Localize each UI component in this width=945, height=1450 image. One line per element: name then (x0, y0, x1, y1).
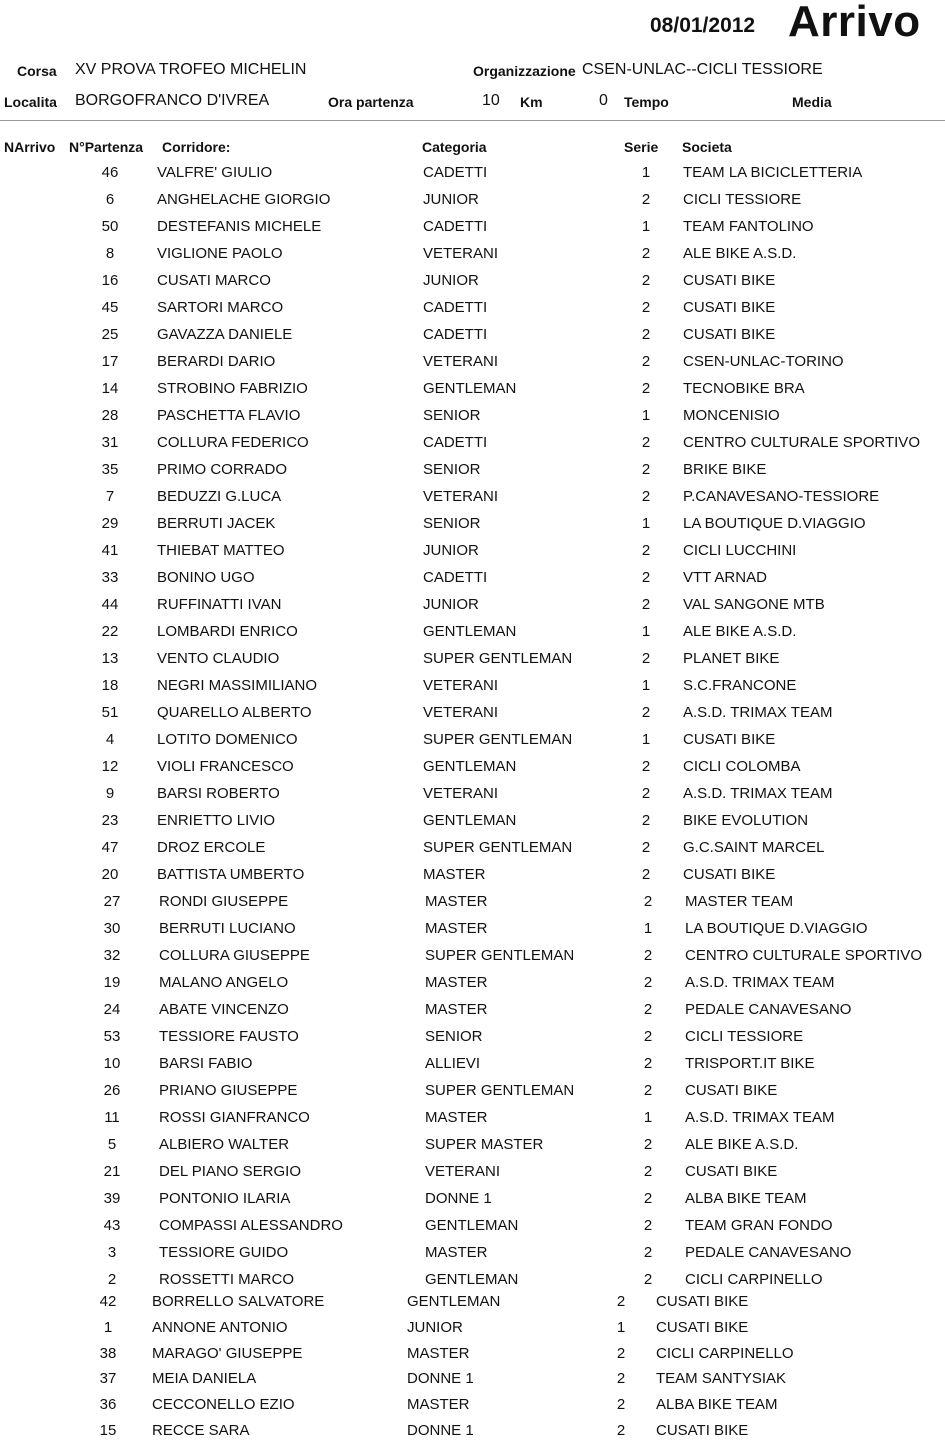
category: MASTER (425, 893, 488, 910)
start-number: 7 (105, 488, 115, 505)
series: 2 (641, 569, 651, 586)
series: 2 (641, 461, 651, 478)
start-number: 31 (101, 434, 119, 451)
team-name: A.S.D. TRIMAX TEAM (685, 974, 835, 991)
team-name: CUSATI BIKE (656, 1422, 749, 1439)
series: 2 (641, 299, 651, 316)
rider-name: VENTO CLAUDIO (157, 650, 280, 667)
team-name: CICLI TESSIORE (683, 191, 802, 208)
rider-name: THIEBAT MATTEO (157, 542, 285, 559)
team-name: CUSATI BIKE (683, 326, 776, 343)
team-name: PEDALE CANAVESANO (685, 1001, 852, 1018)
header-divider (0, 120, 945, 121)
col-narrivo: NArrivo (4, 139, 56, 155)
series: 2 (641, 488, 651, 505)
series: 2 (643, 1082, 653, 1099)
team-name: BRIKE BIKE (683, 461, 767, 478)
start-number: 2 (107, 1271, 117, 1288)
category: JUNIOR (423, 542, 479, 559)
team-name: PLANET BIKE (683, 650, 780, 667)
series: 2 (641, 191, 651, 208)
series: 2 (641, 785, 651, 802)
series: 2 (643, 1244, 653, 1261)
start-number: 14 (101, 380, 119, 397)
team-name: P.CANAVESANO-TESSIORE (683, 488, 880, 505)
tempo-label: Tempo (624, 94, 669, 110)
rider-name: COMPASSI ALESSANDRO (159, 1217, 343, 1234)
team-name: ALE BIKE A.S.D. (683, 245, 797, 262)
start-number: 3 (107, 1244, 117, 1261)
km-value: 10 (482, 92, 500, 109)
category: SENIOR (423, 461, 481, 478)
start-number: 28 (101, 407, 119, 424)
rider-name: ABATE VINCENZO (159, 1001, 289, 1018)
rider-name: TESSIORE GUIDO (159, 1244, 289, 1261)
category: GENTLEMAN (423, 623, 517, 640)
rider-name: MARAGO' GIUSEPPE (152, 1344, 303, 1362)
start-number: 42 (99, 1293, 117, 1310)
start-number: 51 (101, 704, 119, 721)
rider-name: MEIA DANIELA (152, 1370, 257, 1388)
category: JUNIOR (423, 596, 479, 613)
team-name: G.C.SAINT MARCEL (683, 839, 825, 856)
category: ALLIEVI (425, 1055, 481, 1072)
rider-name: RECCE SARA (152, 1422, 250, 1439)
category: JUNIOR (423, 272, 479, 289)
series: 2 (641, 812, 651, 829)
rider-name: BERARDI DARIO (157, 353, 276, 370)
start-number: 29 (101, 515, 119, 532)
rider-name: BERRUTI JACEK (157, 515, 276, 532)
category: MASTER (425, 920, 488, 937)
team-name: CICLI TESSIORE (685, 1028, 804, 1045)
series: 2 (643, 974, 653, 991)
team-name: TEAM GRAN FONDO (685, 1217, 833, 1234)
start-number: 13 (101, 650, 119, 667)
category: VETERANI (423, 353, 499, 370)
team-name: TEAM FANTOLINO (683, 218, 814, 235)
series: 2 (616, 1396, 626, 1414)
series: 2 (643, 893, 653, 910)
category: CADETTI (423, 218, 488, 235)
team-name: CUSATI BIKE (685, 1163, 778, 1180)
series: 2 (643, 1028, 653, 1045)
team-name: CICLI LUCCHINI (683, 542, 797, 559)
rider-name: DROZ ERCOLE (157, 839, 266, 856)
start-number: 43 (103, 1217, 121, 1234)
series: 1 (643, 920, 653, 937)
series: 2 (641, 758, 651, 775)
rider-name: COLLURA FEDERICO (157, 434, 309, 451)
ora-partenza-label: Ora partenza (328, 94, 414, 110)
category: GENTLEMAN (425, 1217, 519, 1234)
rider-name: BORRELLO SALVATORE (152, 1293, 325, 1310)
rider-name: BARSI ROBERTO (157, 785, 280, 802)
start-number: 5 (107, 1136, 117, 1153)
team-name: TECNOBIKE BRA (683, 380, 805, 397)
series: 2 (641, 542, 651, 559)
series: 2 (641, 272, 651, 289)
series: 2 (616, 1344, 626, 1362)
category: VETERANI (423, 488, 499, 505)
team-name: CICLI COLOMBA (683, 758, 801, 775)
col-corridore: Corridore: (162, 139, 231, 155)
team-name: CUSATI BIKE (683, 866, 776, 883)
team-name: ALBA BIKE TEAM (656, 1396, 778, 1414)
organizzazione-label: Organizzazione (473, 63, 576, 79)
category: SUPER MASTER (425, 1136, 544, 1153)
category: SENIOR (423, 407, 481, 424)
start-number: 1 (103, 1318, 113, 1336)
start-number: 11 (104, 1109, 120, 1126)
series: 1 (641, 731, 651, 748)
series: 2 (641, 245, 651, 262)
category: MASTER (407, 1396, 470, 1414)
col-categoria: Categoria (422, 139, 487, 155)
team-name: CUSATI BIKE (685, 1082, 778, 1099)
series: 2 (643, 1163, 653, 1180)
rider-name: RONDI GIUSEPPE (159, 893, 289, 910)
team-name: A.S.D. TRIMAX TEAM (685, 1109, 835, 1126)
series: 2 (641, 650, 651, 667)
rider-name: MALANO ANGELO (159, 974, 289, 991)
start-number: 30 (103, 920, 121, 937)
localita-label: Localita (4, 94, 57, 110)
rider-name: VIOLI FRANCESCO (157, 758, 294, 775)
start-number: 39 (103, 1190, 121, 1207)
series: 2 (643, 947, 653, 964)
series: 2 (641, 434, 651, 451)
team-name: ALBA BIKE TEAM (685, 1190, 807, 1207)
rider-name: CUSATI MARCO (157, 272, 271, 289)
team-name: LA BOUTIQUE D.VIAGGIO (683, 515, 866, 532)
category: VETERANI (423, 704, 499, 721)
team-name: LA BOUTIQUE D.VIAGGIO (685, 920, 868, 937)
start-number: 36 (99, 1396, 117, 1414)
series: 1 (641, 515, 651, 532)
col-societa: Societa (682, 139, 732, 155)
category: MASTER (425, 1001, 488, 1018)
rider-name: PRIMO CORRADO (157, 461, 288, 478)
start-number: 50 (101, 218, 119, 235)
team-name: CUSATI BIKE (683, 272, 776, 289)
team-name: CICLI CARPINELLO (685, 1271, 823, 1288)
rider-name: NEGRI MASSIMILIANO (157, 677, 318, 694)
km-label: Km (520, 94, 543, 110)
rider-name: STROBINO FABRIZIO (157, 380, 308, 397)
category: DONNE 1 (425, 1190, 492, 1207)
rider-name: BEDUZZI G.LUCA (157, 488, 282, 505)
category: VETERANI (425, 1163, 501, 1180)
category: JUNIOR (407, 1318, 463, 1336)
series: 2 (643, 1136, 653, 1153)
start-number: 12 (101, 758, 119, 775)
category: MASTER (425, 1109, 488, 1126)
category: CADETTI (423, 164, 488, 181)
series: 1 (616, 1318, 626, 1336)
rider-name: GAVAZZA DANIELE (157, 326, 293, 343)
category: GENTLEMAN (407, 1293, 501, 1310)
series: 2 (641, 704, 651, 721)
rider-name: BARSI FABIO (159, 1055, 253, 1072)
rider-name: QUARELLO ALBERTO (157, 704, 312, 721)
series: 1 (641, 407, 651, 424)
start-number: 25 (101, 326, 119, 343)
category: GENTLEMAN (425, 1271, 519, 1288)
start-number: 26 (103, 1082, 121, 1099)
series: 1 (641, 218, 651, 235)
series: 1 (643, 1109, 653, 1126)
rider-name: LOMBARDI ENRICO (157, 623, 298, 640)
rider-name: TESSIORE FAUSTO (159, 1028, 299, 1045)
col-serie: Serie (624, 139, 659, 155)
category: SUPER GENTLEMAN (423, 731, 573, 748)
team-name: CUSATI BIKE (683, 731, 776, 748)
category: MASTER (425, 974, 488, 991)
team-name: ALE BIKE A.S.D. (683, 623, 797, 640)
corsa-value: XV PROVA TROFEO MICHELIN (75, 61, 307, 78)
rider-name: SARTORI MARCO (157, 299, 284, 316)
category: SUPER GENTLEMAN (425, 1082, 575, 1099)
start-number: 41 (101, 542, 119, 559)
start-number: 37 (99, 1370, 117, 1388)
team-name: S.C.FRANCONE (683, 677, 797, 694)
start-number: 19 (103, 974, 121, 991)
series: 2 (641, 596, 651, 613)
team-name: CSEN-UNLAC-TORINO (683, 353, 844, 370)
series: 1 (641, 164, 651, 181)
series: 2 (616, 1370, 626, 1388)
series: 2 (641, 353, 651, 370)
start-number: 24 (103, 1001, 121, 1018)
category: VETERANI (423, 677, 499, 694)
rider-name: BONINO UGO (157, 569, 255, 586)
rider-name: PRIANO GIUSEPPE (159, 1082, 298, 1099)
start-number: 35 (101, 461, 119, 478)
corsa-label: Corsa (17, 63, 57, 79)
localita-value: BORGOFRANCO D'IVREA (75, 92, 270, 109)
team-name: TRISPORT.IT BIKE (685, 1055, 815, 1072)
team-name: CUSATI BIKE (683, 299, 776, 316)
media-label: Media (792, 94, 832, 110)
start-number: 16 (101, 272, 119, 289)
start-number: 17 (101, 353, 119, 370)
category: MASTER (425, 1244, 488, 1261)
race-date: 08/01/2012 (650, 14, 756, 37)
start-number: 21 (103, 1163, 121, 1180)
team-name: CUSATI BIKE (656, 1318, 749, 1336)
series: 2 (641, 326, 651, 343)
team-name: CUSATI BIKE (656, 1293, 749, 1310)
start-number: 46 (101, 164, 119, 181)
tempo-value: 0 (599, 92, 608, 109)
category: SENIOR (425, 1028, 483, 1045)
category: DONNE 1 (407, 1370, 474, 1388)
rider-name: COLLURA GIUSEPPE (159, 947, 310, 964)
start-number: 45 (101, 299, 119, 316)
series: 2 (641, 380, 651, 397)
page-title: Arrivo (788, 0, 921, 46)
series: 2 (616, 1293, 626, 1310)
series: 2 (643, 1001, 653, 1018)
rider-name: VIGLIONE PAOLO (157, 245, 283, 262)
team-name: BIKE EVOLUTION (683, 812, 809, 829)
start-number: 10 (103, 1055, 121, 1072)
start-number: 33 (101, 569, 119, 586)
category: MASTER (423, 866, 486, 883)
start-number: 27 (103, 893, 121, 910)
team-name: MONCENISIO (683, 407, 780, 424)
start-number: 9 (105, 785, 115, 802)
start-number: 44 (101, 596, 119, 613)
series: 2 (616, 1422, 626, 1439)
start-number: 47 (101, 839, 119, 856)
start-number: 53 (103, 1028, 121, 1045)
team-name: VAL SANGONE MTB (683, 596, 825, 613)
category: CADETTI (423, 299, 488, 316)
series: 1 (641, 623, 651, 640)
rider-name: VALFRE' GIULIO (157, 164, 273, 181)
rider-name: LOTITO DOMENICO (157, 731, 298, 748)
start-number: 15 (99, 1422, 117, 1439)
start-number: 18 (101, 677, 119, 694)
rider-name: PONTONIO ILARIA (159, 1190, 291, 1207)
team-name: VTT ARNAD (683, 569, 767, 586)
rider-name: ANNONE ANTONIO (152, 1318, 288, 1336)
category: DONNE 1 (407, 1422, 474, 1439)
start-number: 23 (101, 812, 119, 829)
category: CADETTI (423, 569, 488, 586)
start-number: 22 (101, 623, 119, 640)
category: MASTER (407, 1344, 470, 1362)
category: SUPER GENTLEMAN (423, 839, 573, 856)
category: VETERANI (423, 245, 499, 262)
team-name: A.S.D. TRIMAX TEAM (683, 785, 833, 802)
rider-name: PASCHETTA FLAVIO (157, 407, 301, 424)
series: 2 (641, 866, 651, 883)
team-name: ALE BIKE A.S.D. (685, 1136, 799, 1153)
team-name: MASTER TEAM (685, 893, 794, 910)
category: VETERANI (423, 785, 499, 802)
team-name: PEDALE CANAVESANO (685, 1244, 852, 1261)
category: SENIOR (423, 515, 481, 532)
category: GENTLEMAN (423, 758, 517, 775)
series: 2 (643, 1055, 653, 1072)
rider-name: BERRUTI LUCIANO (159, 920, 296, 937)
series: 2 (643, 1190, 653, 1207)
rider-name: DEL PIANO SERGIO (159, 1163, 301, 1180)
series: 2 (641, 839, 651, 856)
category: GENTLEMAN (423, 380, 517, 397)
category: SUPER GENTLEMAN (425, 947, 575, 964)
category: SUPER GENTLEMAN (423, 650, 573, 667)
series: 2 (643, 1271, 653, 1288)
start-number: 20 (101, 866, 119, 883)
rider-name: DESTEFANIS MICHELE (157, 218, 322, 235)
rider-name: ENRIETTO LIVIO (157, 812, 276, 829)
rider-name: ROSSETTI MARCO (159, 1271, 295, 1288)
start-number: 38 (99, 1344, 117, 1362)
category: JUNIOR (423, 191, 479, 208)
category: GENTLEMAN (423, 812, 517, 829)
start-number: 32 (103, 947, 121, 964)
rider-name: ALBIERO WALTER (159, 1136, 290, 1153)
category: CADETTI (423, 434, 488, 451)
team-name: CENTRO CULTURALE SPORTIVO (685, 947, 922, 964)
category: CADETTI (423, 326, 488, 343)
rider-name: ANGHELACHE GIORGIO (157, 191, 331, 208)
series: 1 (641, 677, 651, 694)
rider-name: BATTISTA UMBERTO (157, 866, 305, 883)
team-name: CICLI CARPINELLO (656, 1344, 794, 1362)
team-name: CENTRO CULTURALE SPORTIVO (683, 434, 920, 451)
team-name: A.S.D. TRIMAX TEAM (683, 704, 833, 721)
start-number: 6 (105, 191, 115, 208)
rider-name: RUFFINATTI IVAN (157, 596, 282, 613)
series: 2 (643, 1217, 653, 1234)
col-npartenza: N°Partenza (69, 139, 144, 155)
rider-name: CECCONELLO EZIO (152, 1396, 295, 1414)
start-number: 8 (105, 245, 115, 262)
team-name: TEAM SANTYSIAK (656, 1370, 787, 1388)
start-number: 4 (105, 731, 115, 748)
rider-name: ROSSI GIANFRANCO (159, 1109, 310, 1126)
team-name: TEAM LA BICICLETTERIA (683, 164, 863, 181)
organizzazione-value: CSEN-UNLAC--CICLI TESSIORE (582, 61, 823, 78)
